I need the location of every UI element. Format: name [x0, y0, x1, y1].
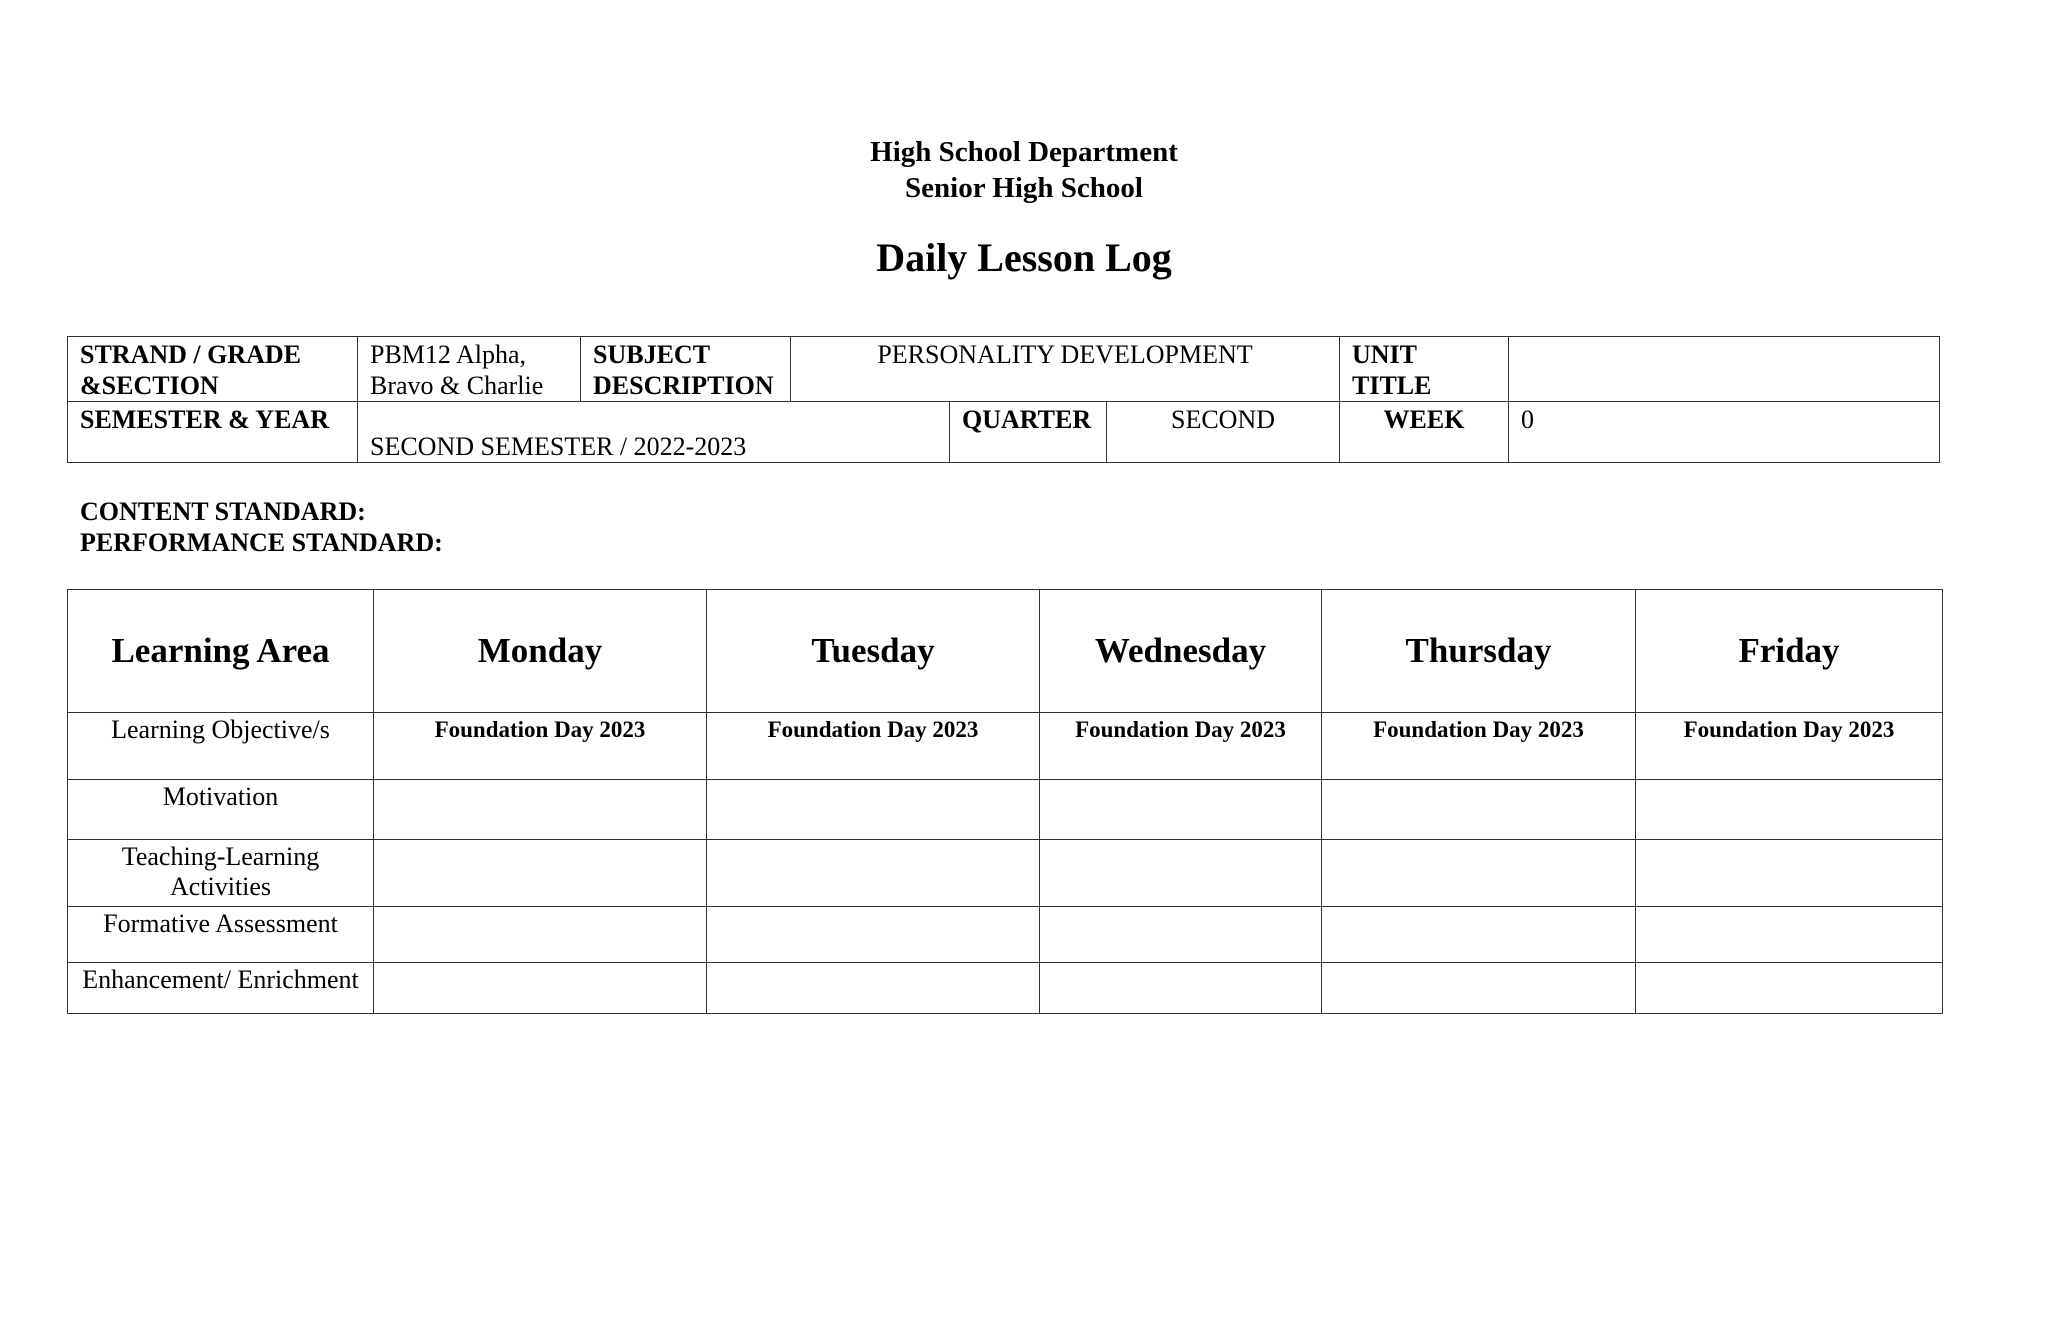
- thursday-cell: [1322, 963, 1636, 1014]
- row-label-motivation: Motivation: [68, 780, 374, 840]
- wednesday-cell: [1040, 840, 1322, 907]
- table-row: [68, 907, 1943, 963]
- wednesday-cell: Foundation Day 2023: [1040, 713, 1322, 780]
- thursday-cell: [1322, 780, 1636, 840]
- header-wednesday: Wednesday: [1040, 590, 1322, 713]
- thursday-cell: [1322, 907, 1636, 963]
- tuesday-cell: [707, 780, 1040, 840]
- semester-value: SECOND SEMESTER / 2022-2023: [358, 402, 950, 463]
- content-standard-label: CONTENT STANDARD:: [80, 497, 366, 526]
- friday-cell: [1636, 907, 1943, 963]
- strand-value: PBM12 Alpha, Bravo & Charlie: [358, 337, 581, 402]
- friday-cell: Foundation Day 2023: [1636, 713, 1943, 780]
- friday-cell: [1636, 780, 1943, 840]
- subject-label: SUBJECT DESCRIPTION: [581, 337, 791, 402]
- tuesday-cell: [707, 840, 1040, 907]
- performance-standard-label: PERFORMANCE STANDARD:: [80, 528, 443, 557]
- monday-cell: [374, 840, 707, 907]
- header-friday: Friday: [1636, 590, 1943, 713]
- row-label-enhancement-enrichment: Enhancement/ Enrichment: [68, 963, 374, 1014]
- schedule-table: [67, 589, 1943, 1014]
- monday-cell: [374, 963, 707, 1014]
- info-table: [67, 336, 1940, 463]
- table-row: [68, 840, 1943, 907]
- wednesday-cell: [1040, 963, 1322, 1014]
- table-row: [68, 780, 1943, 840]
- week-value: 0: [1509, 402, 1940, 463]
- document-title: Daily Lesson Log: [876, 235, 1172, 280]
- thursday-cell: [1322, 840, 1636, 907]
- table-row: [68, 963, 1943, 1014]
- semester-label: SEMESTER & YEAR: [68, 402, 358, 463]
- monday-cell: [374, 780, 707, 840]
- header-learning-area: Learning Area: [68, 590, 374, 713]
- wednesday-cell: [1040, 907, 1322, 963]
- department-heading: High School Department: [870, 136, 1178, 168]
- thursday-cell: Foundation Day 2023: [1322, 713, 1636, 780]
- header-thursday: Thursday: [1322, 590, 1636, 713]
- strand-label: STRAND / GRADE &SECTION: [68, 337, 358, 402]
- table-row: [68, 713, 1943, 780]
- tuesday-cell: Foundation Day 2023: [707, 713, 1040, 780]
- quarter-value: SECOND: [1107, 402, 1340, 463]
- tuesday-cell: [707, 963, 1040, 1014]
- standards-block: [80, 496, 443, 558]
- friday-cell: [1636, 840, 1943, 907]
- quarter-label: QUARTER: [950, 402, 1107, 463]
- header-tuesday: Tuesday: [707, 590, 1040, 713]
- header-monday: Monday: [374, 590, 707, 713]
- row-label-teaching-learning-activities: Teaching-Learning Activities: [68, 840, 374, 907]
- unit-label: UNIT TITLE: [1340, 337, 1509, 402]
- monday-cell: Foundation Day 2023: [374, 713, 707, 780]
- week-label: WEEK: [1340, 402, 1509, 463]
- unit-value: [1509, 337, 1940, 402]
- monday-cell: [374, 907, 707, 963]
- tuesday-cell: [707, 907, 1040, 963]
- wednesday-cell: [1040, 780, 1322, 840]
- subject-value: PERSONALITY DEVELOPMENT: [791, 337, 1340, 402]
- row-label-learning-objectives: Learning Objective/s: [68, 713, 374, 780]
- school-heading: Senior High School: [905, 172, 1143, 204]
- friday-cell: [1636, 963, 1943, 1014]
- row-label-formative-assessment: Formative Assessment: [68, 907, 374, 963]
